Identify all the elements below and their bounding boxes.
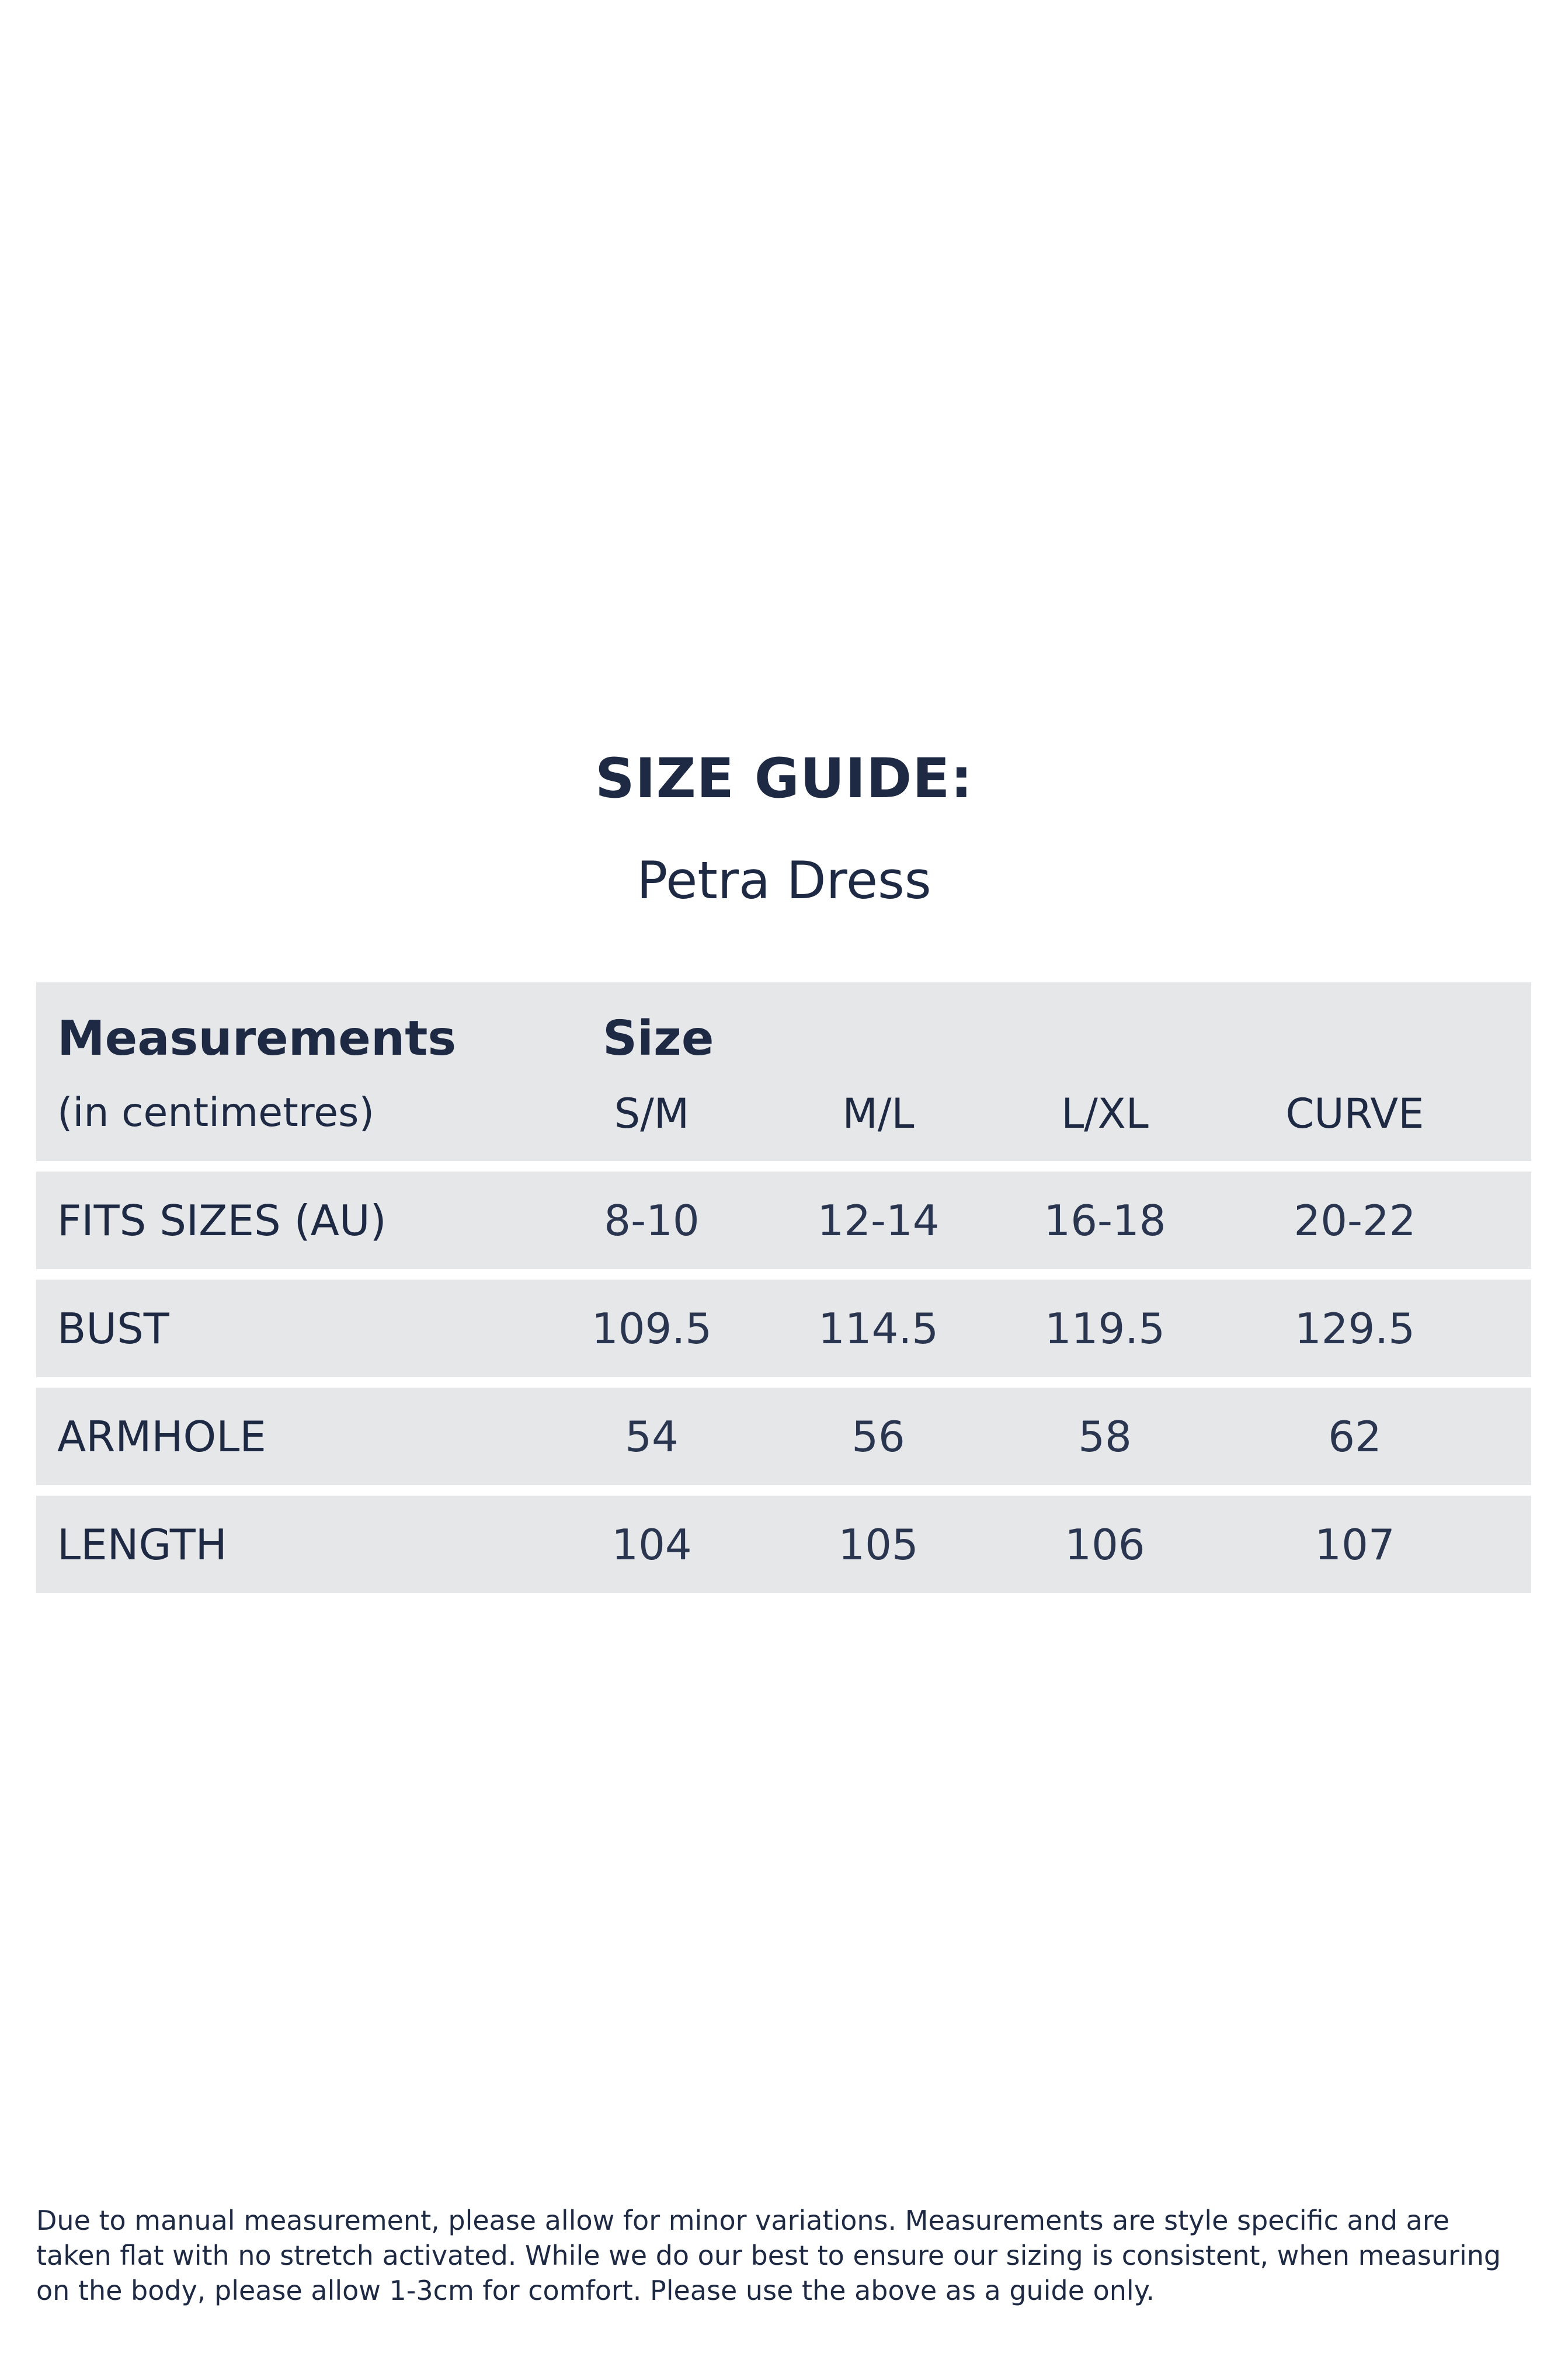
table-cell: 58 (1078, 1412, 1132, 1461)
product-name: Petra Dress (637, 850, 931, 910)
table-row-fits-sizes (36, 1172, 1531, 1269)
size-table (36, 982, 1531, 1604)
size-heading: Size (603, 1011, 714, 1066)
table-cell: 8-10 (604, 1196, 700, 1245)
row-label: LENGTH (57, 1520, 227, 1569)
table-row-length (36, 1496, 1531, 1593)
column-header-ml: M/L (842, 1090, 915, 1138)
table-cell: 114.5 (818, 1304, 939, 1353)
table-row-armhole (36, 1388, 1531, 1485)
table-cell: 107 (1315, 1520, 1395, 1569)
table-cell: 20-22 (1294, 1196, 1416, 1245)
page-title: SIZE GUIDE: (594, 747, 974, 811)
table-cell: 105 (838, 1520, 919, 1569)
table-row-bust (36, 1280, 1531, 1377)
table-cell: 104 (611, 1520, 692, 1569)
table-cell: 54 (625, 1412, 679, 1461)
row-label: BUST (57, 1304, 169, 1353)
table-cell: 12-14 (817, 1196, 940, 1245)
row-label: FITS SIZES (AU) (57, 1196, 387, 1245)
table-cell: 109.5 (591, 1304, 712, 1353)
measurement-disclaimer: Due to manual measurement, please allow for minor variations. Measurements are style specific and are taken flat with no stretch activated. While we do our best to ensure our sizing is consistent, when measuring on the body, please allow 1-3cm for comfort. Please use the above as a guide only. (36, 2205, 1501, 2306)
table-cell: 62 (1328, 1412, 1382, 1461)
table-cell: 129.5 (1294, 1304, 1416, 1353)
table-header-row (36, 982, 1531, 1161)
column-header-curve: CURVE (1285, 1090, 1424, 1138)
unit-label: (in centimetres) (57, 1090, 375, 1136)
table-cell: 119.5 (1044, 1304, 1166, 1353)
row-label: ARMHOLE (57, 1412, 266, 1461)
column-header-sm: S/M (614, 1090, 690, 1138)
measurements-heading: Measurements (57, 1011, 457, 1066)
table-cell: 16-18 (1044, 1196, 1166, 1245)
table-cell: 106 (1065, 1520, 1145, 1569)
column-header-lxl: L/XL (1061, 1090, 1149, 1138)
table-cell: 56 (851, 1412, 905, 1461)
